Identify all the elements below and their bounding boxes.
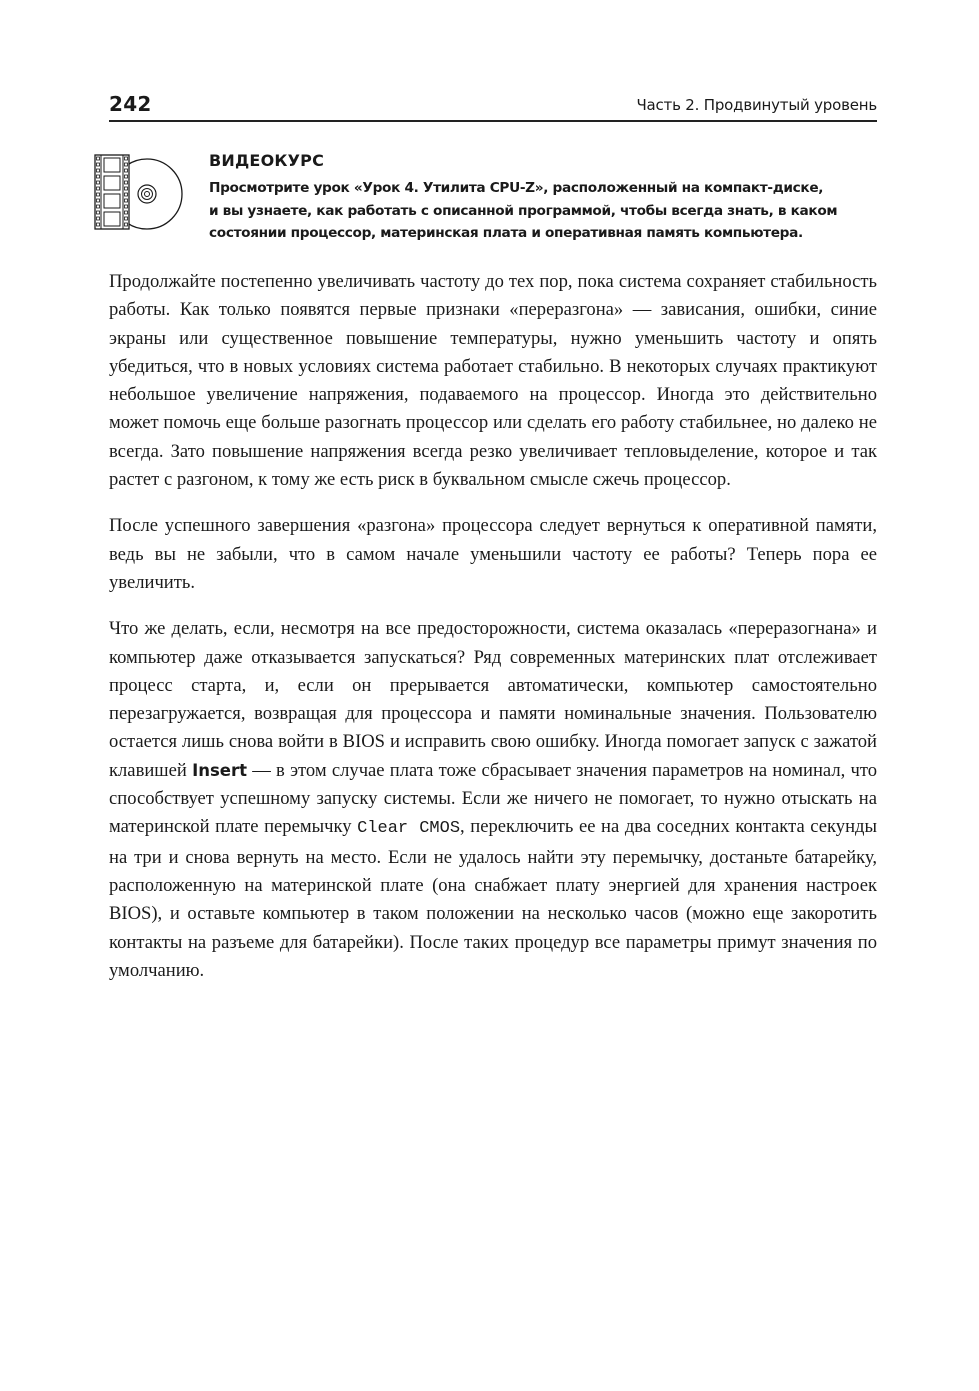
sidebar-text [209, 177, 879, 245]
paragraph-2: После успешного завершения «разгона» процессора следует вернуться к оперативной памяти, ведь вы не забыли, что в самом начале уменьшили частоту ее работы? Теперь пора ее увеличить. [109, 515, 877, 593]
page-header [109, 90, 877, 122]
sidebar-line-3: состоянии процессор, материнская плата и оперативная память компьютера. [209, 225, 803, 241]
sidebar-line-2: и вы узнаете, как работать с описанной программой, чтобы всегда знать, в каком [209, 202, 838, 219]
clear-cmos-code: Clear CMOS [357, 819, 461, 839]
paragraph-3 [109, 615, 877, 985]
sidebar-title: ВИДЕОКУРС [209, 151, 325, 170]
video-course-sidebar [209, 150, 879, 245]
paragraph-3-part-b: — в этом случае плата тоже сбрасывает значения параметров на номинал, что способствует успешному запуску системы. Если же ничего не помогает, то нужно отыскать на материнской плате перемычку [109, 759, 878, 838]
paragraph-1: Продолжайте постепенно увеличивать частоту до тех пор, пока система сохраняет стабильность работы. Как только появятся первые признаки «переразгона» — зависания, ошибки, синие экраны или существенное повышение температуры, нужно уменьшить частоту и опять убедиться, что в новых условиях система работает стабильно. В некоторых случаях практикуют небольшое увеличение напряжения, подаваемого на процессор. Иногда это действительно может помочь еще больше разогнать процессор или сделать его работу стабильнее, но далеко не всегда. Зато повышение напряжения всегда резко увеличивает тепловыделение, которое и так растет с разгоном, к тому же есть риск в буквальном смысле сжечь процессор. [109, 271, 877, 491]
paragraph-3-part-c: , переключить ее на два соседних контакта секунды на три и снова вернуть на место. Если не удалось найти эту перемычку, достаньте батарейку, расположенную на материнской плате (она снабжает плату энергией для хранения настроек BIOS), и оставьте компьютер в таком положении на несколько часов (можно еще закоротить контакты на разъеме для батарейки). После таких процедур все параметры примут значения по умолчанию. [109, 816, 877, 981]
paragraph-3-part-a: Что же делать, если, несмотря на все предосторожности, система оказалась «переразогнана» и компьютер даже отказывается запускаться? Ряд современных материнских плат отслеживает процесс старта, и, если он прерывается автоматически, компьютер самостоятельно перезагружается, возвращая для процессора и памяти номинальные значения. Пользователю остается лишь снова войти в BIOS и исправить свою ошибку. Иногда помогает запуск с зажатой клавишей [109, 618, 877, 781]
body-text [109, 268, 877, 1003]
sidebar-line-1: Просмотрите урок «Урок 4. Утилита CPU-Z», расположенный на компакт-диске, [209, 180, 824, 196]
film-and-disc-icon [93, 154, 193, 230]
page-number: 242 [109, 92, 152, 116]
running-head: Часть 2. Продвинутый уровень [636, 96, 877, 114]
insert-key-term: Insert [192, 760, 247, 780]
